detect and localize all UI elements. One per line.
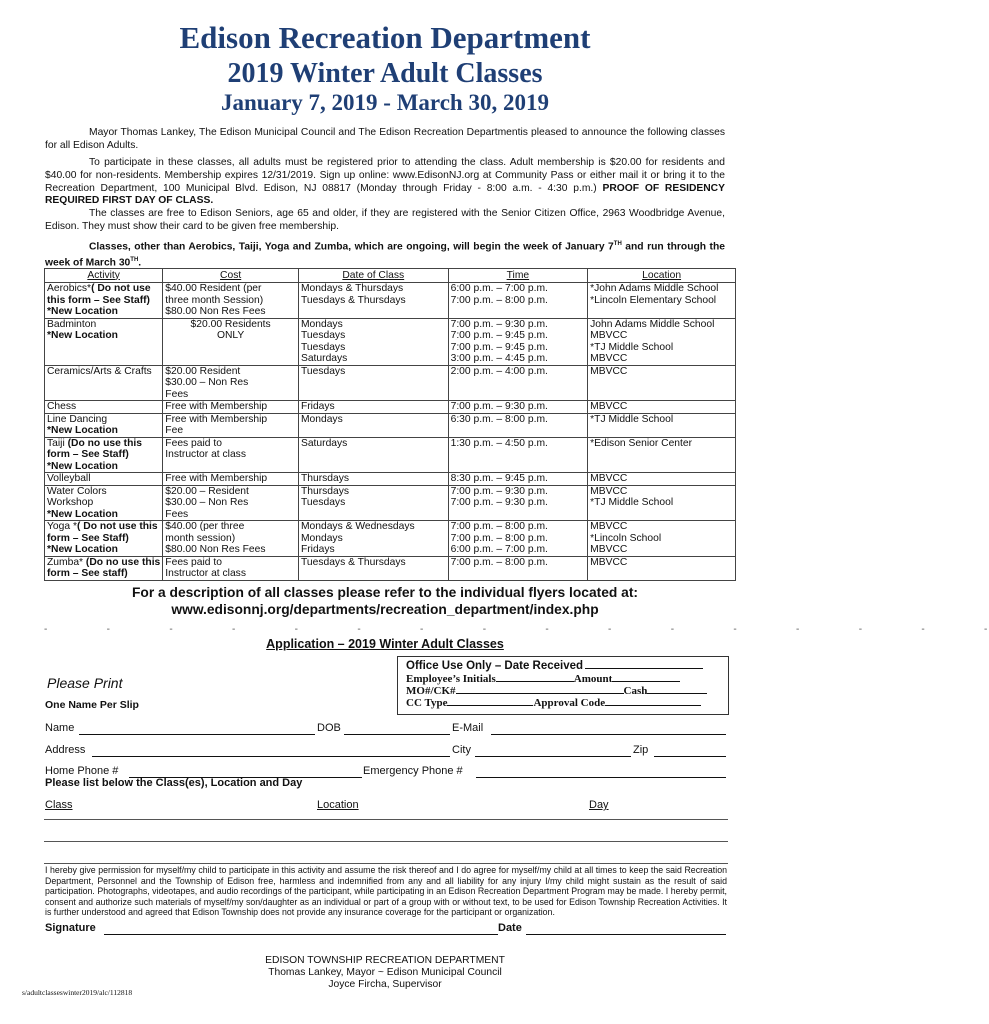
cost-line: $40.00 (per three [165, 521, 245, 532]
employee-initials-line[interactable] [496, 672, 574, 682]
cost-line: ONLY [216, 330, 245, 341]
activity-cell [45, 473, 163, 486]
schedule-text-c: . [138, 257, 142, 269]
mo-ck-line[interactable] [456, 684, 624, 694]
ordinal-suffix-1: TH [613, 241, 622, 247]
intro-paragraph-3 [45, 208, 725, 234]
header-cost: Cost [163, 269, 299, 283]
table-row [45, 437, 736, 473]
date-line: Mondays [300, 318, 343, 330]
location-line: MBVCC [590, 544, 628, 555]
date-line: Mondays [300, 413, 343, 425]
location-cell [588, 413, 736, 437]
activity-line: *New Location [47, 306, 118, 317]
cost-line: three month Session) [165, 294, 264, 306]
date-line: Saturdays [300, 353, 348, 364]
date-line: Thursdays [300, 485, 350, 497]
signature-date-field[interactable] [526, 934, 726, 935]
home-phone-label: Home Phone # [45, 765, 119, 777]
cost-line: Fees [165, 388, 189, 400]
activity-line: Badminton [47, 318, 97, 330]
office-use-box [397, 656, 729, 715]
cost-cell [163, 365, 299, 401]
date-line: Thursdays [300, 473, 350, 484]
cost-cell [163, 401, 299, 414]
date-cell [298, 437, 448, 473]
time-cell [448, 401, 588, 414]
location-cell [588, 473, 736, 486]
date-line: Tuesdays [300, 341, 346, 353]
cost-line: Instructor at class [165, 449, 246, 460]
activity-line: Chess [47, 401, 77, 412]
date-cell [298, 521, 448, 557]
email-label: E-Mail [452, 722, 484, 734]
time-cell [448, 437, 588, 473]
amount-label: Amount [573, 673, 613, 685]
cost-cell [163, 473, 299, 486]
location-line: John Adams Middle School [590, 318, 715, 330]
activity-line: this form – See Staff) [47, 294, 150, 306]
zip-field[interactable] [654, 756, 726, 757]
activity-line: *New Location [47, 508, 118, 520]
cost-line: $20.00 Residents [190, 318, 271, 330]
table-row [45, 283, 736, 319]
class-column-label: Class [45, 799, 73, 811]
cost-line: month session) [165, 532, 236, 544]
table-row [45, 473, 736, 486]
cash-line[interactable] [647, 684, 707, 694]
time-line: 7:00 p.m. – 9:30 p.m. [450, 497, 548, 508]
cost-line: Instructor at class [165, 568, 246, 579]
flyer-reference-text: For a description of all classes please refer to the individual flyers located at: [131, 585, 639, 600]
location-line: MBVCC [590, 401, 628, 412]
location-cell [588, 365, 736, 401]
emergency-phone-field[interactable] [476, 777, 726, 778]
time-line: 6:00 p.m. – 7:00 p.m. [450, 544, 548, 555]
emergency-phone-label: Emergency Phone # [363, 765, 463, 777]
activity-line: Ceramics/Arts & Crafts [47, 365, 152, 377]
date-line: Tuesdays [300, 330, 346, 341]
date-cell [298, 485, 448, 521]
activity-line: *New Location [47, 544, 118, 555]
date-line: Tuesdays & Thursdays [300, 556, 406, 568]
mo-ck-label: MO#/CK# [406, 685, 456, 697]
cut-line-divider: - - - - - - - - - - - - - - - - [44, 624, 989, 635]
cash-label: Cash [623, 685, 648, 697]
date-cell [298, 413, 448, 437]
cost-line: Free with Membership [165, 413, 268, 425]
cost-cell [163, 485, 299, 521]
activity-line: Line Dancing [47, 413, 108, 425]
location-cell [588, 318, 736, 365]
cost-line: $80.00 Non Res Fees [165, 544, 266, 555]
header-activity: Activity [45, 269, 163, 283]
location-cell [588, 401, 736, 414]
signature-date-label: Date [498, 922, 522, 934]
activity-line: form – See staff) [47, 568, 128, 579]
intro-text-1: Mayor Thomas Lankey, The Edison Municipal Council and The Edison Recreation Departmentis pleased to announce the following classes for all Edison Adults. [45, 127, 725, 151]
location-cell [588, 283, 736, 319]
table-row [45, 318, 736, 365]
activity-cell [45, 318, 163, 365]
zip-label: Zip [633, 744, 649, 756]
one-name-note: One Name Per Slip [45, 699, 139, 711]
date-line: Fridays [300, 401, 335, 412]
activity-line: Taiji (Do no use this [47, 437, 142, 449]
location-line: MBVCC [590, 473, 628, 484]
time-line: 7:00 p.m. – 8:00 p.m. [450, 294, 548, 306]
time-line: 7:00 p.m. – 8:00 p.m. [450, 521, 548, 532]
activity-line: Volleyball [47, 473, 91, 484]
cost-line: Fees paid to [165, 556, 222, 568]
activity-line: form – See Staff) [47, 449, 129, 460]
activity-cell [45, 283, 163, 319]
time-line: 7:00 p.m. – 9:45 p.m. [450, 341, 548, 353]
cost-cell [163, 283, 299, 319]
activity-line: *New Location [47, 460, 118, 472]
location-cell [588, 437, 736, 473]
please-print-note: Please Print [47, 675, 123, 691]
class-entry-line-2[interactable] [44, 841, 728, 842]
activity-cell [45, 401, 163, 414]
cost-line: $80.00 Non Res Fees [165, 306, 266, 317]
classes-table [44, 268, 736, 581]
employee-initials-label: Employee’s Initials [406, 673, 496, 685]
cost-line: Free with Membership [165, 401, 268, 412]
location-line: *TJ Middle School [590, 413, 674, 425]
signature-field[interactable] [104, 934, 498, 935]
date-cell [298, 365, 448, 401]
table-row [45, 413, 736, 437]
class-entry-line-1[interactable] [44, 819, 728, 820]
activity-line: Aerobics*( Do not use [47, 283, 151, 294]
signature-label: Signature [45, 922, 96, 934]
location-line: MBVCC [590, 353, 628, 364]
location-cell [588, 521, 736, 557]
cost-cell [163, 413, 299, 437]
location-line: MBVCC [590, 556, 628, 568]
location-line: *John Adams Middle School [590, 283, 719, 294]
header-date: Date of Class [298, 269, 448, 283]
activity-line: Yoga *( Do not use this [47, 521, 158, 532]
activity-cell [45, 365, 163, 401]
footer-department: EDISON TOWNSHIP RECREATION DEPARTMENT [265, 955, 505, 966]
cost-line: $40.00 Resident (per [165, 283, 262, 294]
activity-cell [45, 413, 163, 437]
cost-cell [163, 556, 299, 580]
senior-text: The classes are free to Edison Seniors, age 65 and older, if they are registered with the Senior Citizen Office, 2963 Woodbridge Avenue, Edison. They must show their card to be given free membership. [45, 208, 725, 232]
date-line: Mondays [300, 532, 343, 544]
location-cell [588, 485, 736, 521]
time-line: 6:00 p.m. – 7:00 p.m. [450, 283, 548, 294]
waiver-divider [44, 863, 728, 864]
table-row [45, 485, 736, 521]
schedule-text-a: Classes, other than Aerobics, Taiji, Yoga and Zumba, which are ongoing, will begin the week of January 7 [89, 241, 614, 253]
application-title: Application – 2019 Winter Adult Classes [266, 637, 504, 651]
table-row [45, 365, 736, 401]
location-line: MBVCC [590, 365, 628, 377]
activity-line: Zumba* (Do no use this [47, 556, 161, 568]
table-row [45, 401, 736, 414]
location-line: *Edison Senior Center [590, 437, 693, 449]
membership-text: To participate in these classes, all adults must be registered prior to attending the class. Adult membership is $20.00 for residents and $40.00 for non-residents. Membership expires 12/31/2019. Sign up online: www.EdisonNJ.org at Community Pass or either mail it or bring it to the Recreation Department, 100 Municipal Blvd. Edison, NJ 08817 (Monday through Friday - 8:00 a.m. - 4:30 p.m.) [45, 157, 725, 194]
time-line: 8:30 p.m. – 9:45 p.m. [450, 473, 548, 484]
activity-line: *New Location [47, 330, 118, 341]
office-use-label: Office Use Only – Date Received [406, 660, 584, 672]
approval-code-line[interactable] [605, 696, 701, 706]
time-cell [448, 556, 588, 580]
day-column-label: Day [589, 799, 609, 811]
activity-cell [45, 521, 163, 557]
time-line: 2:00 p.m. – 4:00 p.m. [450, 365, 548, 377]
date-line: Tuesdays & Thursdays [300, 294, 406, 306]
cc-type-line[interactable] [447, 696, 533, 706]
time-cell [448, 485, 588, 521]
cc-type-label: CC Type [406, 697, 448, 709]
schedule-text-b: and run through the week of March 30 [45, 241, 726, 269]
intro-paragraph-1 [45, 127, 725, 153]
dob-field[interactable] [344, 734, 450, 735]
date-range-title: January 7, 2019 - March 30, 2019 [221, 90, 549, 115]
date-line: Saturdays [300, 437, 348, 449]
cost-cell [163, 437, 299, 473]
activity-line: form – See Staff) [47, 532, 129, 544]
activity-cell [45, 556, 163, 580]
file-reference: s/adultclasseswinter2019/alc/112818 [22, 988, 133, 997]
activity-line: Water Colors [47, 485, 107, 497]
flyer-reference-url[interactable]: www.edisonnj.org/departments/recreation_department/index.php [171, 602, 599, 617]
email-field[interactable] [491, 734, 726, 735]
location-line: *Lincoln Elementary School [590, 294, 717, 306]
activity-cell [45, 485, 163, 521]
time-line: 7:00 p.m. – 8:00 p.m. [450, 532, 548, 544]
location-line: MBVCC [590, 485, 628, 497]
activity-line: Workshop [47, 497, 94, 508]
time-line: 7:00 p.m. – 9:30 p.m. [450, 401, 548, 412]
name-label: Name [45, 722, 75, 734]
date-cell [298, 556, 448, 580]
location-cell [588, 556, 736, 580]
time-cell [448, 473, 588, 486]
time-line: 7:00 p.m. – 9:30 p.m. [450, 318, 548, 330]
amount-line[interactable] [612, 672, 680, 682]
date-line: Mondays & Wednesdays [300, 521, 415, 532]
address-label: Address [45, 744, 86, 756]
time-line: 1:30 p.m. – 4:50 p.m. [450, 437, 548, 449]
time-cell [448, 413, 588, 437]
time-cell [448, 318, 588, 365]
date-line: Mondays & Thursdays [300, 283, 404, 294]
table-header-row [45, 269, 736, 283]
footer-officials: Thomas Lankey, Mayor ~ Edison Municipal Council [268, 967, 502, 978]
date-line: Tuesdays [300, 497, 346, 508]
cost-line: $30.00 – Non Res [165, 377, 249, 388]
city-label: City [452, 744, 471, 756]
header-time: Time [448, 269, 588, 283]
date-cell [298, 473, 448, 486]
activity-line: *New Location [47, 425, 118, 436]
location-line: MBVCC [590, 521, 628, 532]
office-line-cc [406, 696, 701, 709]
cost-line: $30.00 – Non Res [165, 497, 249, 508]
ordinal-suffix-2: TH [130, 257, 139, 264]
table-row [45, 521, 736, 557]
time-line: 7:00 p.m. – 8:00 p.m. [450, 556, 548, 568]
date-received-line[interactable] [585, 659, 703, 669]
cost-line: Fees [165, 508, 189, 520]
time-cell [448, 365, 588, 401]
class-list-instructions: Please list below the Class(es), Location and Day [45, 777, 303, 789]
time-cell [448, 521, 588, 557]
time-line: 3:00 p.m. – 4:45 p.m. [450, 353, 548, 364]
cost-cell [163, 521, 299, 557]
season-title: 2019 Winter Adult Classes [227, 58, 543, 89]
date-cell [298, 401, 448, 414]
dob-label: DOB [317, 722, 341, 734]
address-field[interactable] [92, 756, 450, 757]
date-cell [298, 283, 448, 319]
time-line: 7:00 p.m. – 9:30 p.m. [450, 485, 548, 497]
cost-line: $20.00 Resident [165, 365, 241, 377]
footer-block [0, 955, 770, 991]
activity-cell [45, 437, 163, 473]
cost-line: Fee [165, 425, 184, 436]
office-use-heading [406, 659, 703, 672]
cost-cell [163, 318, 299, 365]
footer-supervisor: Joyce Fircha, Supervisor [328, 979, 442, 990]
date-line: Tuesdays [300, 365, 346, 377]
header-location: Location [588, 269, 736, 283]
time-line: 7:00 p.m. – 9:45 p.m. [450, 330, 548, 341]
location-line: *TJ Middle School [590, 497, 674, 508]
time-cell [448, 283, 588, 319]
table-row [45, 556, 736, 580]
cost-line: $20.00 – Resident [165, 485, 249, 497]
location-line: *Lincoln School [590, 532, 662, 544]
intro-paragraph-4 [45, 238, 725, 270]
location-column-label: Location [317, 799, 359, 811]
intro-paragraph-2 [45, 157, 725, 208]
approval-code-label: Approval Code [533, 697, 606, 709]
cost-line: Fees paid to [165, 437, 222, 449]
name-field[interactable] [79, 734, 315, 735]
date-cell [298, 318, 448, 365]
location-line: MBVCC [590, 330, 628, 341]
department-title: Edison Recreation Department [179, 20, 591, 55]
residency-notice: PROOF OF RESIDENCY REQUIRED FIRST DAY OF CLASS. [45, 182, 725, 207]
location-line: *TJ Middle School [590, 341, 674, 353]
cost-line: Free with Membership [165, 473, 268, 484]
time-line: 6:30 p.m. – 8:00 p.m. [450, 413, 548, 425]
date-line: Fridays [300, 544, 335, 555]
liability-waiver: I hereby give permission for myself/my child to participate in this activity and assume the risk thereof and I do agree for myself/my child at all times to keep the said Recreation Department, Personnel and the Township of Edison free, harmless and indemnified from any and all liability for any injury I/my child might sustain as the result of said participation. Photographs, videotapes, and audio recordings of the participant, while participating in an Edison Recreation Department Program may be made. I hereby permit, consent and authorize such materials of myself/my son/daughter as an individual or part of a group with or without text, to be used for Edison Township Recreation Activities. It is further understood and agreed that Edison Township does not provide any insurance coverage for the participant or organization. [45, 865, 727, 918]
flyer-reference [0, 584, 770, 618]
city-field[interactable] [475, 756, 631, 757]
